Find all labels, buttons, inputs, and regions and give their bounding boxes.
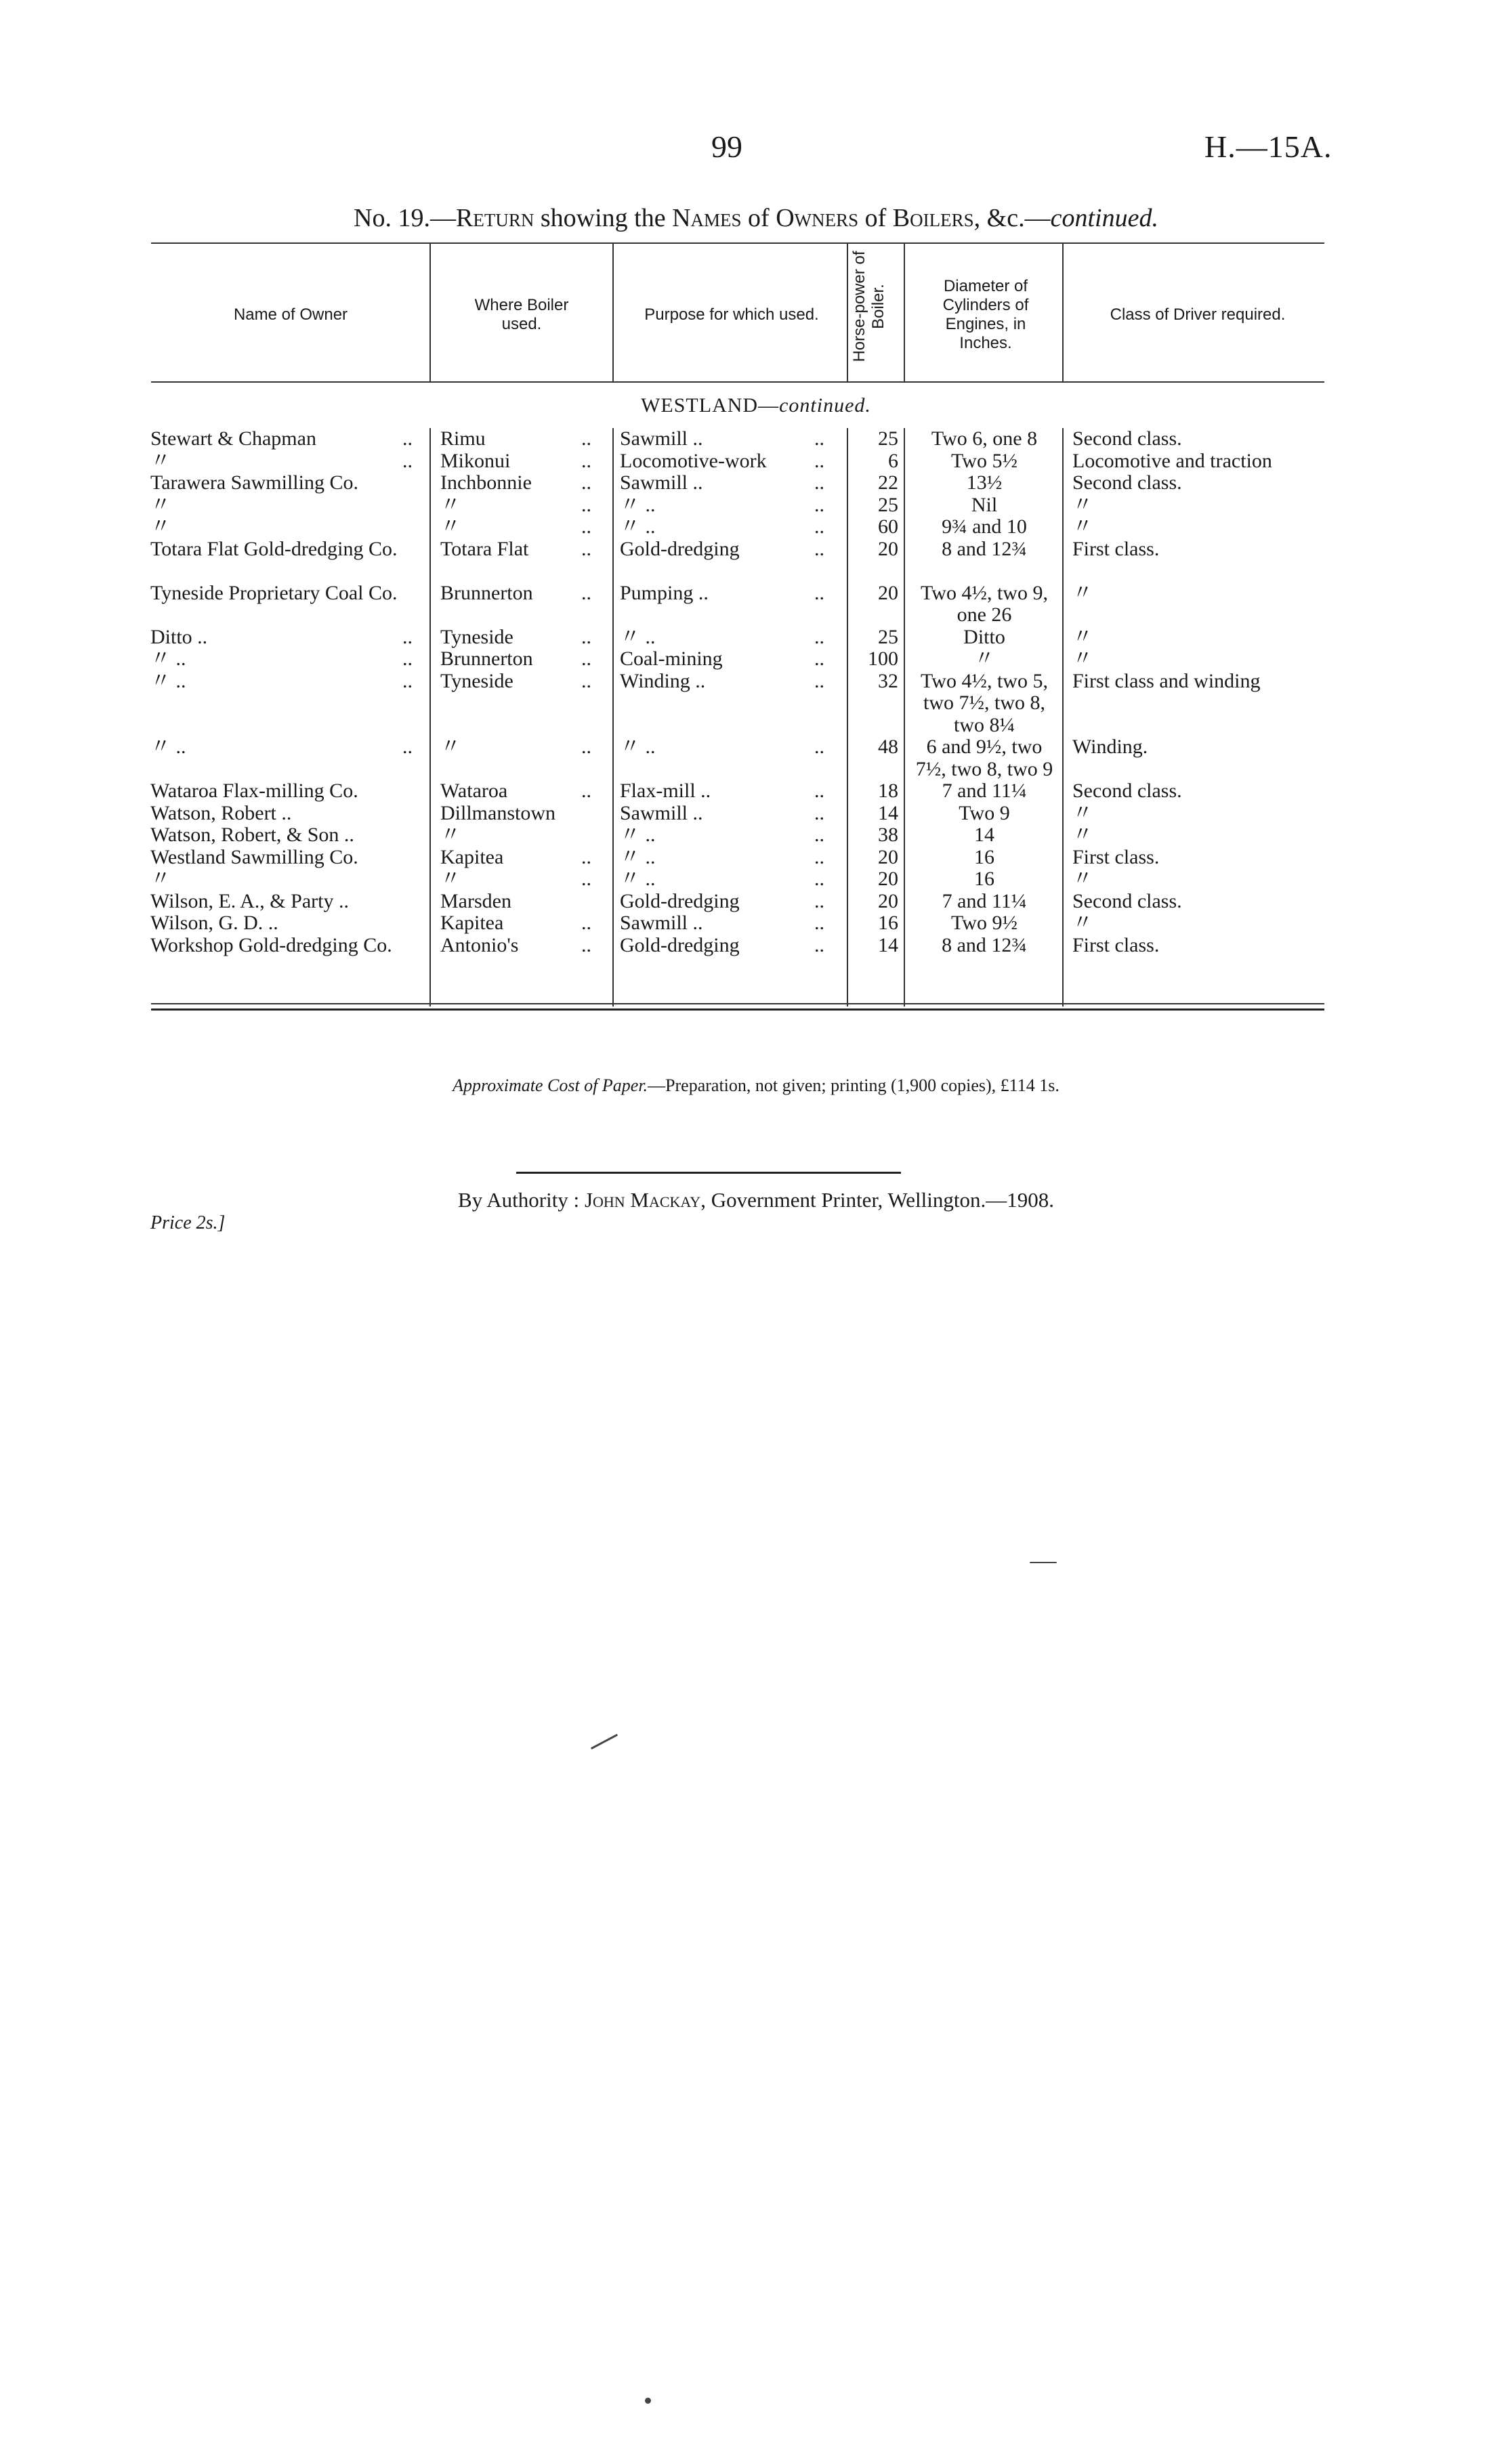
purpose-cell: 〃 .. <box>620 493 656 516</box>
horsepower-cell: 18 <box>878 780 898 802</box>
leader-dots: .. <box>581 780 591 802</box>
driver-class-cell: First class. <box>1072 537 1160 560</box>
cylinder-diameter-cell: Two 5½ <box>951 449 1017 472</box>
table-row <box>0 494 1512 517</box>
table-top-rule <box>151 242 1324 244</box>
driver-class-cell: 〃 <box>1072 801 1093 824</box>
table-row <box>0 671 1512 737</box>
purpose-cell: 〃 .. <box>620 515 656 538</box>
table-header-rule <box>151 381 1324 383</box>
column-header-owner: Name of Owner <box>233 305 348 324</box>
horsepower-cell: 20 <box>878 537 898 560</box>
purpose-cell: 〃 .. <box>620 736 656 758</box>
leader-dots: .. <box>814 868 824 890</box>
leader-dots: .. <box>814 493 824 516</box>
leader-dots: .. <box>814 845 824 868</box>
leader-dots: .. <box>814 625 824 648</box>
cylinder-diameter-cell: 8 and 12¾ <box>942 933 1027 956</box>
leader-dots: .. <box>581 933 591 956</box>
leader-dots: .. <box>581 669 591 692</box>
cylinder-diameter-cell: 7 and 11¼ <box>942 780 1027 802</box>
header-divider <box>612 244 614 381</box>
cylinder-diameter-cell: 7 and 11¼ <box>942 889 1027 912</box>
table-row <box>0 428 1512 450</box>
where-used-cell: 〃 <box>440 493 461 516</box>
where-used-cell: Mikonui <box>440 449 511 472</box>
table-row <box>0 472 1512 494</box>
cylinder-diameter-cell: 9¾ and 10 <box>942 515 1027 538</box>
owner-cell: Wilson, E. A., & Party .. <box>150 889 349 912</box>
authority-rule <box>516 1172 901 1174</box>
leader-dots: .. <box>581 912 591 934</box>
purpose-cell: 〃 .. <box>620 845 656 868</box>
table-row <box>0 847 1512 869</box>
where-used-cell: Brunnerton <box>440 581 533 604</box>
owner-cell: 〃 .. <box>150 736 186 758</box>
driver-class-cell: 〃 <box>1072 515 1093 538</box>
leader-dots: .. <box>581 537 591 560</box>
where-used-cell: Rimu <box>440 427 486 450</box>
owner-cell: 〃 .. <box>150 647 186 670</box>
owner-cell: Watson, Robert .. <box>150 801 292 824</box>
horsepower-cell: 20 <box>878 868 898 890</box>
leader-dots: .. <box>402 669 413 692</box>
table-row <box>0 450 1512 473</box>
header-divider <box>429 244 431 381</box>
driver-class-cell: 〃 <box>1072 493 1093 516</box>
purpose-cell: 〃 .. <box>620 625 656 648</box>
horsepower-cell: 14 <box>878 933 898 956</box>
driver-class-cell: 〃 <box>1072 581 1093 604</box>
leader-dots: .. <box>814 933 824 956</box>
leader-dots: .. <box>814 471 824 494</box>
table-row <box>0 935 1512 979</box>
document-code: H.—15A. <box>1204 129 1332 164</box>
horsepower-cell: 25 <box>878 493 898 516</box>
driver-class-cell: First class. <box>1072 933 1160 956</box>
table-row <box>0 626 1512 649</box>
owner-cell: 〃 <box>150 493 171 516</box>
document-title: No. 19.—Return showing the Names of Owners of Boilers, &c.—continued. <box>354 204 1158 232</box>
horsepower-cell: 25 <box>878 625 898 648</box>
owner-cell: Totara Flat Gold-dredging Co. <box>150 537 398 560</box>
header-divider <box>904 244 905 381</box>
driver-class-cell: Winding. <box>1072 736 1148 758</box>
owner-cell: 〃 <box>150 515 171 538</box>
table-row <box>0 516 1512 538</box>
driver-class-cell: First class and winding <box>1072 669 1261 692</box>
table-row <box>0 648 1512 671</box>
owner-cell: 〃 <box>150 449 171 472</box>
horsepower-cell: 38 <box>878 824 898 846</box>
leader-dots: .. <box>402 449 413 472</box>
where-used-cell: 〃 <box>440 868 461 890</box>
leader-dots: .. <box>581 868 591 890</box>
column-header-horsepower: Horse-power of Boiler. <box>850 251 887 362</box>
page-number: 99 <box>711 129 742 164</box>
cylinder-diameter-cell: Two 6, one 8 <box>931 427 1038 450</box>
table-bottom-rule <box>151 1008 1324 1011</box>
horsepower-cell: 22 <box>878 471 898 494</box>
cylinder-diameter-cell: 8 and 12¾ <box>942 537 1027 560</box>
leader-dots: .. <box>402 647 413 670</box>
leader-dots: .. <box>814 780 824 802</box>
cylinder-diameter-cell: 16 <box>974 868 994 890</box>
purpose-cell: Gold-dredging <box>620 537 740 560</box>
driver-class-cell: 〃 <box>1072 824 1093 846</box>
driver-class-cell: Second class. <box>1072 889 1182 912</box>
cost-footnote: Approximate Cost of Paper.—Preparation, not given; printing (1,900 copies), £114 1s. <box>453 1076 1059 1095</box>
cylinder-diameter-cell: Two 9½ <box>951 912 1017 934</box>
owner-cell: Wataroa Flax-milling Co. <box>150 780 358 802</box>
owner-cell: Tarawera Sawmilling Co. <box>150 471 358 494</box>
scan-speck <box>591 1734 618 1749</box>
owner-cell: Stewart & Chapman <box>150 427 316 450</box>
purpose-cell: Gold-dredging <box>620 933 740 956</box>
driver-class-cell: 〃 <box>1072 625 1093 648</box>
purpose-cell: Winding .. <box>620 669 706 692</box>
leader-dots: .. <box>402 625 413 648</box>
leader-dots: .. <box>814 647 824 670</box>
purpose-cell: Coal-mining <box>620 647 723 670</box>
leader-dots: .. <box>814 537 824 560</box>
leader-dots: .. <box>402 736 413 758</box>
where-used-cell: Totara Flat <box>440 537 529 560</box>
leader-dots: .. <box>581 625 591 648</box>
leader-dots: .. <box>581 493 591 516</box>
leader-dots: .. <box>814 889 824 912</box>
purpose-cell: Pumping .. <box>620 581 709 604</box>
purpose-cell: Sawmill .. <box>620 801 703 824</box>
cylinder-diameter-cell: Nil <box>971 493 998 516</box>
purpose-cell: Sawmill .. <box>620 912 703 934</box>
horsepower-cell: 32 <box>878 669 898 692</box>
horsepower-cell: 14 <box>878 801 898 824</box>
horsepower-cell: 16 <box>878 912 898 934</box>
horsepower-cell: 100 <box>868 647 898 670</box>
cylinder-diameter-cell: 14 <box>974 824 994 846</box>
cylinder-diameter-cell: Two 4½, two 9, one 26 <box>921 581 1048 626</box>
leader-dots: .. <box>814 669 824 692</box>
horsepower-cell: 20 <box>878 581 898 604</box>
horsepower-cell: 60 <box>878 515 898 538</box>
where-used-cell: Marsden <box>440 889 511 912</box>
table-row <box>0 803 1512 825</box>
leader-dots: .. <box>581 515 591 538</box>
where-used-cell: 〃 <box>440 736 461 758</box>
owner-cell: Tyneside Proprietary Coal Co. <box>150 581 398 604</box>
leader-dots: .. <box>814 824 824 846</box>
scan-speck <box>645 2398 651 2404</box>
leader-dots: .. <box>402 427 413 450</box>
column-header-diameter: Diameter of Cylinders of Engines, in Inches. <box>942 277 1029 352</box>
owner-cell: 〃 .. <box>150 669 186 692</box>
leader-dots: .. <box>581 471 591 494</box>
driver-class-cell: Second class. <box>1072 427 1182 450</box>
horsepower-cell: 20 <box>878 845 898 868</box>
where-used-cell: 〃 <box>440 824 461 846</box>
driver-class-cell: Locomotive and traction <box>1072 449 1272 472</box>
horsepower-cell: 25 <box>878 427 898 450</box>
purpose-cell: Gold-dredging <box>620 889 740 912</box>
horsepower-cell: 48 <box>878 736 898 758</box>
purpose-cell: 〃 .. <box>620 868 656 890</box>
horsepower-cell: 6 <box>888 449 898 472</box>
cylinder-diameter-cell: Two 4½, two 5, two 7½, two 8, two 8¼ <box>921 669 1048 736</box>
cylinder-diameter-cell: 6 and 9½, two 7½, two 8, two 9 <box>915 736 1053 780</box>
leader-dots: .. <box>814 736 824 758</box>
owner-cell: Westland Sawmilling Co. <box>150 845 358 868</box>
section-heading: WESTLAND—continued. <box>641 394 871 417</box>
where-used-cell: Inchbonnie <box>440 471 532 494</box>
driver-class-cell: Second class. <box>1072 471 1182 494</box>
column-header-where: Where Boiler used. <box>474 296 569 333</box>
header-divider <box>1062 244 1064 381</box>
table-row <box>0 780 1512 803</box>
leader-dots: .. <box>581 647 591 670</box>
leader-dots: .. <box>814 801 824 824</box>
owner-cell: Watson, Robert, & Son .. <box>150 824 354 846</box>
purpose-cell: Sawmill .. <box>620 427 703 450</box>
driver-class-cell: 〃 <box>1072 912 1093 934</box>
horsepower-cell: 20 <box>878 889 898 912</box>
table-bottom-rule-inner <box>151 1003 1324 1004</box>
table-row <box>0 891 1512 913</box>
leader-dots: .. <box>581 736 591 758</box>
driver-class-cell: 〃 <box>1072 647 1093 670</box>
leader-dots: .. <box>581 845 591 868</box>
scan-speck <box>1030 1562 1057 1563</box>
leader-dots: .. <box>814 449 824 472</box>
where-used-cell: Tyneside <box>440 669 513 692</box>
cylinder-diameter-cell: Ditto <box>963 625 1005 648</box>
leader-dots: .. <box>581 581 591 604</box>
where-used-cell: Kapitea <box>440 912 504 934</box>
driver-class-cell: Second class. <box>1072 780 1182 802</box>
purpose-cell: 〃 .. <box>620 824 656 846</box>
column-header-purpose: Purpose for which used. <box>644 305 819 324</box>
owner-cell: 〃 <box>150 868 171 890</box>
leader-dots: .. <box>814 515 824 538</box>
cylinder-diameter-cell: 16 <box>974 845 994 868</box>
table-row <box>0 582 1512 626</box>
where-used-cell: Brunnerton <box>440 647 533 670</box>
leader-dots: .. <box>814 427 824 450</box>
owner-cell: Wilson, G. D. .. <box>150 912 278 934</box>
purpose-cell: Flax-mill .. <box>620 780 711 802</box>
cylinder-diameter-cell: 13½ <box>966 471 1003 494</box>
owner-cell: Workshop Gold-dredging Co. <box>150 933 392 956</box>
leader-dots: .. <box>581 427 591 450</box>
where-used-cell: Wataroa <box>440 780 508 802</box>
table-row <box>0 868 1512 891</box>
purpose-cell: Sawmill .. <box>620 471 703 494</box>
table-row <box>0 736 1512 780</box>
header-divider <box>847 244 848 381</box>
where-used-cell: Kapitea <box>440 845 504 868</box>
price-note: Price 2s.] <box>150 1212 226 1233</box>
driver-class-cell: First class. <box>1072 845 1160 868</box>
cylinder-diameter-cell: 〃 <box>974 647 994 670</box>
driver-class-cell: 〃 <box>1072 868 1093 890</box>
table-row <box>0 824 1512 847</box>
table-row <box>0 538 1512 582</box>
table-row <box>0 912 1512 935</box>
where-used-cell: Tyneside <box>440 625 513 648</box>
column-header-class: Class of Driver required. <box>1110 305 1286 324</box>
leader-dots: .. <box>814 581 824 604</box>
leader-dots: .. <box>814 912 824 934</box>
where-used-cell: 〃 <box>440 515 461 538</box>
owner-cell: Ditto .. <box>150 625 208 648</box>
leader-dots: .. <box>581 449 591 472</box>
purpose-cell: Locomotive-work <box>620 449 767 472</box>
where-used-cell: Dillmanstown <box>440 801 555 824</box>
cylinder-diameter-cell: Two 9 <box>959 801 1010 824</box>
printer-authority: By Authority : John Mackay, Government Printer, Wellington.—1908. <box>458 1188 1054 1212</box>
where-used-cell: Antonio's <box>440 933 519 956</box>
table-body <box>0 428 1512 979</box>
